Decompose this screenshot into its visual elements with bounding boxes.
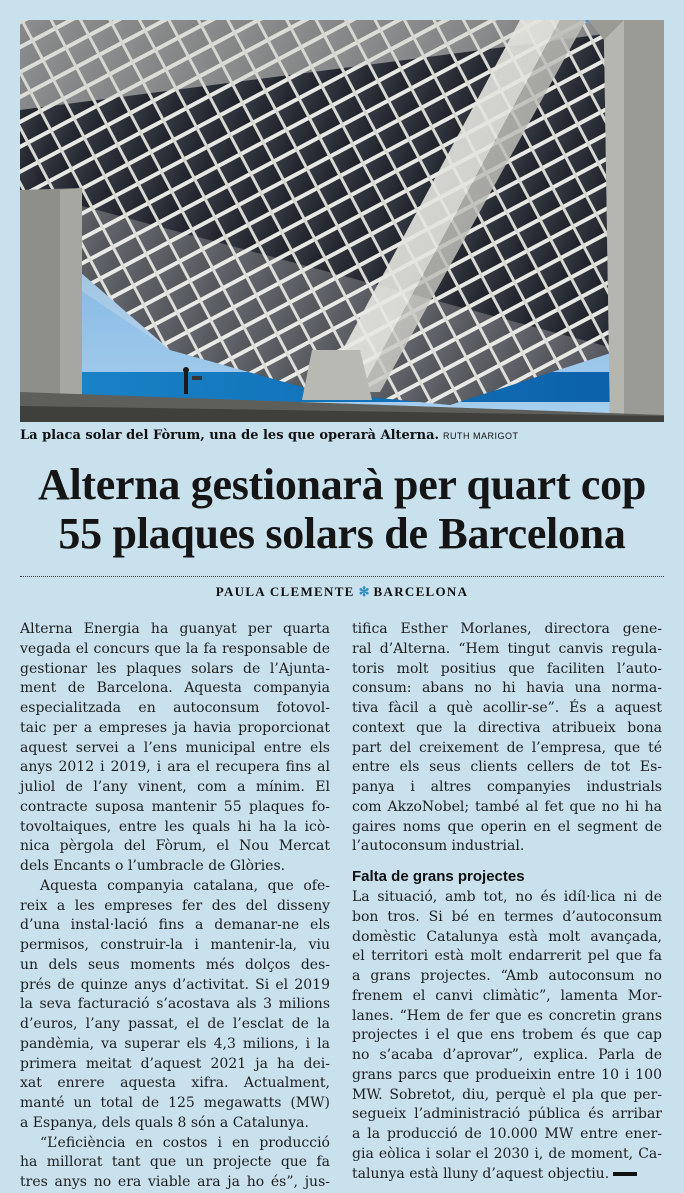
article-line: vegada el concurs que la fa responsable de bbox=[20, 640, 330, 657]
article-line: part del creixement de l’empresa, que té bbox=[352, 739, 662, 756]
article-line: tifica Esther Morlanes, directora gene- bbox=[352, 621, 662, 637]
article-line: no s’acaba d’aprovar”, explica. Parla de bbox=[352, 1047, 662, 1063]
article-line: pandèmia, va superar els 4,3 milions, i la bbox=[20, 1035, 330, 1052]
article-line: d’una instal·lació fins a demanar-ne els bbox=[20, 917, 330, 934]
article-line: ha millorat tant que un projecte que fa bbox=[20, 1154, 330, 1171]
article-line: domèstic Catalunya està molt avançada, bbox=[352, 928, 662, 945]
article-line: juliol de l’any vinent, com a mínim. El bbox=[20, 779, 330, 795]
article-column-right-part-2 bbox=[352, 888, 662, 1184]
end-of-article-mark bbox=[613, 1172, 637, 1176]
article-line: tiva fàcil a què acollir-se”. És a aquest bbox=[352, 700, 662, 716]
article-line: Aquesta companyia catalana, que ofe- bbox=[40, 877, 330, 894]
article-line: reix a les empreses fer des del disseny bbox=[20, 897, 330, 914]
article-line: d’euros, l’any passat, el de l’esclat de la bbox=[20, 1016, 330, 1032]
article-line: gia eòlica i solar el 2030 i, de moment, Ca- bbox=[352, 1145, 662, 1162]
article-line: a grans projectes. “Amb autoconsum no bbox=[352, 968, 662, 984]
solar-pergola-photo bbox=[20, 20, 664, 422]
article-line: dels Encants o l’umbracle de Glòries. bbox=[20, 858, 286, 874]
caption-text: La placa solar del Fòrum, una de les que operarà Alterna. bbox=[20, 428, 440, 443]
article-line: La situació, amb tot, no és idíl·lica ni de bbox=[352, 889, 662, 905]
article-line: la seva facturació s’acostava als 3 milions bbox=[20, 996, 330, 1013]
byline-author: PAULA CLEMENTE bbox=[215, 584, 355, 599]
article-line: taic per a empreses ja havia proporcionat bbox=[20, 719, 330, 736]
headline-line-1: Alterna gestionarà per quart cop bbox=[38, 460, 646, 509]
article-column-right bbox=[352, 620, 662, 1184]
article-line: ral d’Alterna. “Hem tingut canvis regula- bbox=[352, 640, 662, 657]
asterisk-icon: ✻ bbox=[358, 584, 370, 599]
article-line: tres anys no era viable ara ja ho és”, jus- bbox=[20, 1174, 330, 1190]
article-line: gaires noms que operin en el segment de bbox=[352, 818, 662, 835]
article-line: l’autoconsum industrial. bbox=[352, 838, 525, 855]
article-line: bon tros. Si bé en termes d’autoconsum bbox=[352, 908, 662, 925]
article-line: entre els seus clients cellers de tot Es- bbox=[352, 759, 662, 776]
article-line: especialitzada en autoconsum fotovol- bbox=[20, 700, 330, 716]
article-photo bbox=[20, 20, 664, 422]
photo-caption bbox=[20, 428, 664, 443]
article-line: context que la directiva atribueix bona bbox=[352, 719, 662, 736]
article-line: lanes. “Hem de fer que es concretin grans bbox=[352, 1007, 662, 1024]
article-line: frenem el canvi climàtic”, lamenta Mor- bbox=[352, 987, 662, 1004]
article-line: panya i altres companyies industrials bbox=[352, 779, 662, 795]
article-line: Alterna Energia ha guanyat per quarta bbox=[20, 621, 330, 637]
article-line: permisos, construir-la i mantenir-la, viu bbox=[20, 937, 330, 953]
article-line: consum: abans no hi havia una norma- bbox=[352, 680, 662, 697]
photo-credit: RUTH MARIGOT bbox=[443, 431, 519, 441]
article-line: a la producció de 10.000 MW entre ener- bbox=[352, 1126, 662, 1142]
byline bbox=[20, 584, 664, 600]
article-line: manté un total de 125 megawatts (MW) bbox=[20, 1095, 330, 1111]
article-column-left bbox=[20, 620, 330, 1193]
article-line: gestionar les plaques solars de l’Ajunta- bbox=[20, 660, 330, 677]
article-line: prés de quinze anys d’activitat. Si el 2019 bbox=[20, 976, 330, 993]
article-line: com AkzoNobel; també al fet que no hi ha bbox=[352, 798, 662, 815]
article-line: toris molt positius que faciliten l’auto- bbox=[352, 660, 662, 677]
article-line: el territori està molt endarrerit pel que fa bbox=[352, 948, 662, 965]
article-line: un dels seus moments més dolços des- bbox=[20, 956, 330, 973]
headline bbox=[14, 460, 670, 558]
article-line: a Espanya, dels quals 8 són a Catalunya. bbox=[20, 1114, 309, 1131]
article-line: grans parcs que produeixin entre 10 i 100 bbox=[352, 1066, 662, 1083]
article-line: xat enrere aquesta xifra. Actualment, bbox=[20, 1075, 330, 1092]
article-line: “L’eficiència en costos i en producció bbox=[40, 1134, 330, 1151]
subheading: Falta de grans projectes bbox=[352, 868, 525, 885]
dotted-divider bbox=[20, 576, 664, 577]
article-line: tovoltaiques, entre les quals hi ha la icò- bbox=[20, 818, 330, 835]
article-line: aquest servei a l’ens municipal entre els bbox=[20, 739, 330, 756]
article-line: segueix l’administració pública és arribar bbox=[352, 1106, 662, 1123]
headline-line-2: 55 plaques solars de Barcelona bbox=[58, 509, 626, 558]
article-line: primera meitat d’aquest 2021 ja ha dei- bbox=[20, 1055, 330, 1072]
article-line: ment de Barcelona. Aquesta companyia bbox=[20, 680, 330, 697]
article-line: nica pèrgola del Fòrum, el Nou Mercat bbox=[20, 838, 330, 855]
article-line: projectes i el que ens trobem és que cap bbox=[352, 1027, 662, 1044]
article-line: anys 2012 i 2019, i ara el recupera fins al bbox=[20, 759, 330, 776]
article-column-right-part-1 bbox=[352, 620, 662, 857]
article-line: contracte suposa mantenir 55 plaques fo- bbox=[20, 798, 330, 815]
article-line: MW. Sobretot, diu, perquè el pla que per- bbox=[352, 1086, 662, 1103]
article-line: talunya està lluny d’aquest objectiu. bbox=[352, 1165, 662, 1185]
byline-location: BARCELONA bbox=[373, 584, 469, 599]
